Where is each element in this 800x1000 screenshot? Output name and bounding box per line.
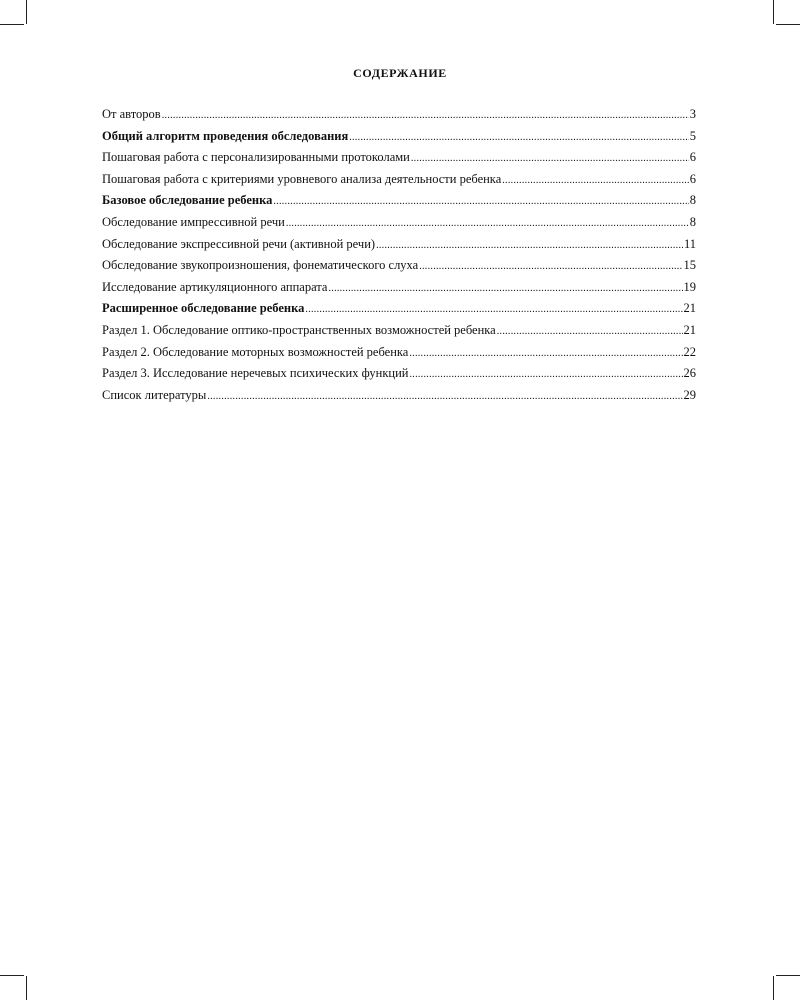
toc-page-number: 29: [683, 387, 696, 402]
toc-page-number: 19: [683, 279, 696, 294]
crop-mark: [0, 24, 24, 25]
dot-leader: [305, 299, 682, 321]
crop-mark: [26, 0, 27, 24]
toc-page-number: 8: [689, 193, 696, 208]
toc-entry-title: От авторов: [102, 107, 161, 121]
toc-entry[interactable]: [102, 126, 696, 148]
toc-entry-title: Исследование артикуляционного аппарата: [102, 279, 328, 294]
toc-entry[interactable]: [102, 342, 696, 364]
toc-page-number: 3: [689, 107, 696, 121]
toc-entry[interactable]: [102, 363, 696, 385]
dot-leader: [286, 213, 689, 235]
dot-leader: [162, 105, 689, 127]
toc-page-number: 5: [689, 128, 696, 143]
dot-leader: [502, 170, 689, 192]
toc-entry-title: Расширенное обследование ребенка: [102, 301, 305, 316]
toc-entry[interactable]: [102, 190, 696, 212]
table-of-contents: [102, 104, 696, 406]
toc-entry-title: Список литературы: [102, 387, 207, 402]
toc-entry[interactable]: [102, 234, 696, 256]
toc-entry[interactable]: [102, 255, 696, 277]
dot-leader: [349, 127, 689, 149]
toc-entry[interactable]: [102, 104, 696, 126]
toc-entry[interactable]: [102, 277, 696, 299]
toc-page-number: 26: [683, 366, 696, 381]
toc-entry-title: Раздел 1. Обследование оптико-пространственных возможностей ребенка: [102, 322, 496, 337]
toc-entry-title: Раздел 2. Обследование моторных возможностей ребенка: [102, 344, 409, 359]
crop-mark: [773, 976, 774, 1000]
toc-entry[interactable]: [102, 320, 696, 342]
toc-entry-title: Обследование экспрессивной речи (активной речи): [102, 236, 376, 251]
dot-leader: [328, 278, 682, 300]
crop-mark: [776, 975, 800, 976]
toc-page-number: 15: [683, 258, 696, 273]
dot-leader: [419, 256, 682, 278]
toc-page-number: 22: [683, 344, 696, 359]
dot-leader: [376, 235, 683, 257]
toc-page-number: 21: [683, 301, 696, 316]
toc-entry-title: Пошаговая работа с критериями уровневого анализа деятельности ребенка: [102, 171, 502, 186]
crop-mark: [776, 24, 800, 25]
dot-leader: [207, 386, 682, 408]
page-title: СОДЕРЖАНИЕ: [353, 66, 447, 80]
toc-entry-title: Базовое обследование ребенка: [102, 193, 273, 208]
crop-mark: [773, 0, 774, 24]
crop-mark: [0, 975, 24, 976]
crop-mark: [26, 976, 27, 1000]
toc-entry[interactable]: [102, 385, 696, 407]
toc-entry[interactable]: [102, 298, 696, 320]
toc-entry[interactable]: [102, 212, 696, 234]
dot-leader: [409, 343, 682, 365]
toc-page-number: 6: [689, 171, 696, 186]
toc-entry-title: Пошаговая работа с персонализированными протоколами: [102, 150, 410, 165]
toc-page-number: 6: [689, 150, 696, 165]
toc-entry-title: Обследование звукопроизношения, фонематического слуха: [102, 258, 419, 273]
dot-leader: [409, 364, 682, 386]
dot-leader: [411, 148, 689, 170]
toc-entry-title: Общий алгоритм проведения обследования: [102, 128, 349, 143]
toc-entry-title: Раздел 3. Исследование неречевых психических функций: [102, 366, 409, 381]
dot-leader: [497, 321, 683, 343]
toc-page-number: 11: [683, 236, 696, 251]
toc-entry[interactable]: [102, 169, 696, 191]
dot-leader: [273, 191, 688, 213]
toc-page-number: 21: [683, 322, 696, 337]
toc-page-number: 8: [689, 214, 696, 229]
toc-entry[interactable]: [102, 147, 696, 169]
toc-entry-title: Обследование импрессивной речи: [102, 214, 285, 229]
